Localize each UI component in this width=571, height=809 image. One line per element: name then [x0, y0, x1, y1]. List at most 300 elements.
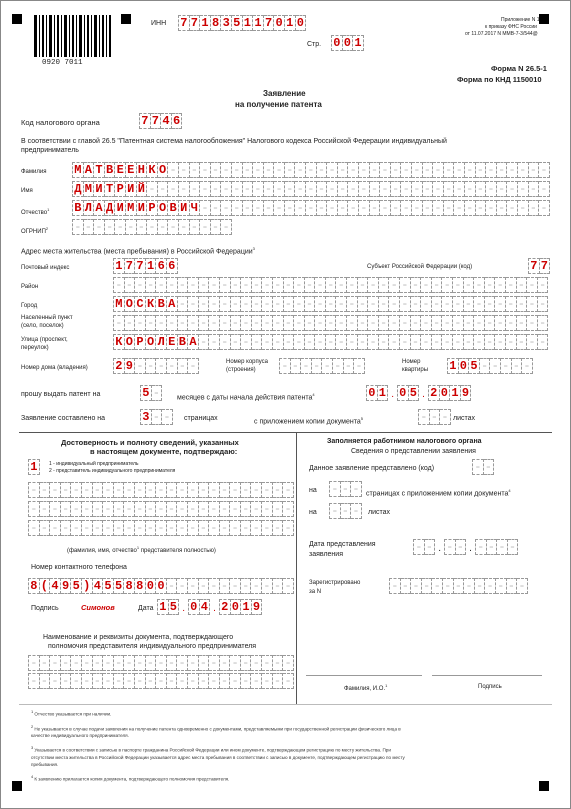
order-ref-1: Приложение N 1: [501, 17, 540, 23]
char-cell: 0: [459, 358, 470, 374]
region-cells[interactable]: [528, 258, 550, 273]
char-cell: -: [28, 655, 40, 671]
char-cell: -: [351, 481, 362, 497]
char-cell: -: [124, 482, 135, 498]
char-cell: -: [220, 520, 231, 536]
char-cell: -: [370, 200, 381, 216]
char-cell: -: [306, 181, 317, 197]
representative-row-3[interactable]: [28, 520, 294, 535]
char-cell: -: [485, 578, 496, 594]
char-cell: -: [220, 655, 231, 671]
char-cell: -: [464, 578, 475, 594]
char-cell: -: [401, 181, 412, 197]
char-cell: О: [125, 296, 136, 312]
region-label: Субъект Российской Федерации (код): [367, 264, 473, 270]
char-cell: -: [539, 181, 550, 197]
char-cell: -: [147, 181, 158, 197]
char-cell: -: [190, 219, 201, 235]
char-cell: -: [474, 296, 485, 312]
char-cell: -: [209, 482, 220, 498]
patent-start-date[interactable]: 0 1 . 0 5 . 2 0 1 9: [366, 385, 471, 400]
char-cell: -: [538, 334, 549, 350]
signature-date[interactable]: 1 5 . 0 4 . 2 0 1 9: [157, 599, 262, 614]
code-cells[interactable]: [472, 459, 494, 474]
char-cell: -: [103, 673, 114, 689]
char-cell: -: [315, 315, 326, 331]
char-cell: -: [527, 296, 538, 312]
char-cell: -: [411, 578, 422, 594]
char-cell: -: [124, 520, 135, 536]
char-cell: -: [167, 578, 178, 594]
char-cell: -: [137, 219, 148, 235]
char-cell: -: [389, 277, 400, 293]
char-cell: -: [179, 219, 190, 235]
order-ref-3: от 11.07.2017 N ММВ-7-3/544@: [465, 31, 538, 37]
char-cell: -: [508, 539, 519, 555]
char-cell: 0: [296, 15, 307, 31]
char-cell: 5: [114, 578, 125, 594]
char-cell: -: [274, 181, 285, 197]
char-cell: 1: [157, 599, 169, 615]
char-cell: -: [84, 219, 95, 235]
registered-label-2: за N: [309, 589, 322, 595]
char-cell: -: [295, 200, 306, 216]
char-cell: 5: [140, 385, 152, 401]
locality-cells[interactable]: [113, 315, 548, 330]
char-cell: О: [158, 162, 169, 178]
char-cell: -: [517, 296, 528, 312]
char-cell: -: [50, 482, 61, 498]
char-cell: 1: [243, 15, 254, 31]
char-cell: -: [199, 673, 210, 689]
char-cell: -: [135, 277, 146, 293]
char-cell: -: [294, 334, 305, 350]
char-cell: -: [412, 181, 423, 197]
char-cell: -: [358, 334, 369, 350]
inn-cells[interactable]: [178, 15, 306, 30]
char-cell: -: [273, 315, 284, 331]
house-cells[interactable]: [113, 358, 199, 373]
patent-date-day[interactable]: [366, 385, 388, 400]
name-cells[interactable]: [72, 181, 550, 196]
char-cell: -: [93, 655, 104, 671]
char-cell: -: [168, 162, 179, 178]
fio-label: Фамилия, И.О.$^1$: [344, 683, 388, 692]
sign-label: Подпись: [478, 684, 502, 690]
char-cell: -: [411, 334, 422, 350]
char-cell: -: [209, 673, 220, 689]
char-cell: -: [146, 655, 157, 671]
flat-cells[interactable]: [447, 358, 533, 373]
left-title-2: в настоящем документе, подтверждаю:: [90, 447, 238, 456]
char-cell: -: [178, 296, 189, 312]
char-cell: -: [453, 296, 464, 312]
sheets-cells[interactable]: [329, 503, 362, 518]
char-cell: -: [465, 200, 476, 216]
char-cell: В: [168, 200, 179, 216]
char-cell: Р: [135, 334, 146, 350]
char-cell: 9: [461, 385, 472, 401]
char-cell: -: [188, 520, 199, 536]
char-cell: -: [453, 315, 464, 331]
char-cell: Р: [147, 200, 158, 216]
patent-months-cells[interactable]: [140, 385, 162, 400]
char-cell: -: [291, 358, 302, 374]
char-cell: -: [200, 162, 211, 178]
pages-cells[interactable]: [329, 481, 362, 496]
phone-cells[interactable]: [28, 578, 294, 593]
char-cell: -: [190, 181, 201, 197]
char-cell: -: [167, 358, 178, 374]
char-cell: -: [465, 181, 476, 197]
char-cell: -: [220, 501, 231, 517]
char-cell: -: [209, 520, 220, 536]
char-cell: -: [490, 358, 501, 374]
char-cell: -: [125, 277, 136, 293]
char-cell: А: [84, 162, 95, 178]
char-cell: -: [401, 200, 412, 216]
char-cell: 6: [156, 258, 167, 274]
street-cells[interactable]: [113, 334, 548, 349]
char-cell: 9: [125, 358, 136, 374]
char-cell: -: [273, 578, 284, 594]
char-cell: -: [454, 578, 465, 594]
char-cell: -: [93, 482, 104, 498]
inn-label: ИНН: [151, 20, 167, 27]
composed-label: Заявление составлено на: [21, 415, 106, 422]
char-cell: -: [326, 315, 337, 331]
char-cell: -: [156, 277, 167, 293]
surname-cells[interactable]: [72, 162, 550, 177]
registered-cells[interactable]: [389, 578, 528, 593]
char-cell: -: [167, 277, 178, 293]
char-cell: -: [391, 181, 402, 197]
char-cell: -: [336, 315, 347, 331]
char-cell: -: [485, 296, 496, 312]
char-cell: -: [82, 655, 93, 671]
char-cell: -: [411, 315, 422, 331]
char-cell: И: [94, 181, 105, 197]
char-cell: -: [425, 539, 436, 555]
char-cell: А: [167, 296, 178, 312]
submit-date-year[interactable]: [475, 539, 518, 554]
char-cell: -: [432, 578, 443, 594]
char-cell: -: [243, 200, 254, 216]
char-cell: -: [400, 315, 411, 331]
char-cell: -: [241, 520, 252, 536]
char-cell: 0: [366, 385, 378, 401]
page-cells[interactable]: [331, 35, 364, 50]
char-cell: -: [178, 315, 189, 331]
char-cell: -: [411, 296, 422, 312]
char-cell: В: [156, 296, 167, 312]
char-cell: -: [114, 655, 125, 671]
char-cell: -: [421, 315, 432, 331]
char-cell: Й: [137, 181, 148, 197]
char-cell: А: [188, 334, 199, 350]
char-cell: -: [199, 578, 210, 594]
submit-date-month[interactable]: [444, 539, 466, 554]
sign-line: [432, 675, 542, 676]
char-cell: -: [529, 200, 540, 216]
char-cell: -: [135, 501, 146, 517]
char-cell: 1: [353, 35, 364, 51]
char-cell: -: [432, 296, 443, 312]
char-cell: -: [285, 200, 296, 216]
char-cell: -: [453, 334, 464, 350]
char-cell: 8: [124, 578, 135, 594]
char-cell: 1: [241, 599, 252, 615]
char-cell: Л: [156, 334, 167, 350]
char-cell: 7: [528, 258, 540, 274]
char-cell: -: [527, 277, 538, 293]
char-cell: -: [188, 673, 199, 689]
char-cell: -: [529, 162, 540, 178]
char-cell: -: [506, 277, 517, 293]
patronymic-cells[interactable]: [72, 200, 550, 215]
char-cell: -: [412, 200, 423, 216]
char-cell: -: [262, 315, 273, 331]
locality-label-2: (село, поселок): [21, 323, 64, 329]
char-cell: 3: [140, 409, 152, 425]
char-cell: -: [61, 482, 72, 498]
order-ref-2: к приказу ФНС России: [485, 24, 537, 30]
char-cell: -: [496, 578, 507, 594]
tax-code-cells[interactable]: [139, 113, 182, 128]
char-cell: -: [253, 200, 264, 216]
char-cell: -: [454, 200, 465, 216]
house-label: Номер дома (владения): [21, 365, 88, 371]
char-cell: -: [146, 277, 157, 293]
corner-marker: [12, 781, 22, 791]
flat-label-1: Номер: [402, 359, 421, 365]
char-cell: -: [464, 277, 475, 293]
char-cell: -: [401, 162, 412, 178]
sign-option-2: 2 - представитель индивидуального предпринимателя: [49, 468, 176, 474]
char-cell: -: [389, 334, 400, 350]
representative-row-1[interactable]: [28, 482, 294, 497]
patent-date-month[interactable]: [397, 385, 419, 400]
form-knd: Форма по КНД 1150010: [457, 75, 542, 84]
char-cell: М: [84, 181, 95, 197]
char-cell: -: [28, 673, 40, 689]
char-cell: -: [220, 296, 231, 312]
char-cell: -: [230, 520, 241, 536]
char-cell: О: [146, 334, 157, 350]
char-cell: -: [336, 277, 347, 293]
footnote-line: качестве индивидуального предпринимателя.: [31, 733, 129, 739]
char-cell: -: [347, 296, 358, 312]
char-cell: Т: [105, 181, 116, 197]
char-cell: -: [497, 539, 508, 555]
char-cell: -: [506, 296, 517, 312]
char-cell: 0: [188, 599, 200, 615]
char-cell: -: [211, 219, 222, 235]
signature-date-year[interactable]: [219, 599, 262, 614]
char-cell: -: [252, 296, 263, 312]
char-cell: Д: [72, 181, 84, 197]
char-cell: -: [348, 200, 359, 216]
char-cell: -: [200, 219, 211, 235]
char-cell: -: [400, 277, 411, 293]
submit-date[interactable]: - - . - - . - - - -: [413, 539, 518, 554]
char-cell: -: [423, 200, 434, 216]
char-cell: 6: [172, 113, 183, 129]
char-cell: -: [538, 296, 549, 312]
patent-date-year[interactable]: [428, 385, 471, 400]
char-cell: -: [243, 181, 254, 197]
patent-months-after: месяцев с даты начала действия патента$^4$: [177, 392, 315, 402]
char-cell: -: [472, 459, 484, 475]
submit-date-day[interactable]: [413, 539, 435, 554]
char-cell: -: [485, 315, 496, 331]
phone-label: Номер контактного телефона: [31, 564, 127, 571]
city-label: Город: [21, 303, 38, 309]
char-cell: 7: [178, 15, 190, 31]
char-cell: 7: [190, 15, 201, 31]
char-cell: 4: [50, 578, 61, 594]
char-cell: М: [126, 200, 137, 216]
char-cell: -: [156, 315, 167, 331]
char-cell: -: [262, 501, 273, 517]
district-cells[interactable]: [113, 277, 548, 292]
footnote-divider: [19, 704, 552, 705]
char-cell: -: [444, 200, 455, 216]
char-cell: -: [273, 334, 284, 350]
ogrnip-cells[interactable]: [72, 219, 232, 234]
char-cell: -: [485, 277, 496, 293]
char-cell: И: [179, 200, 190, 216]
char-cell: -: [273, 501, 284, 517]
char-cell: -: [209, 334, 220, 350]
char-cell: -: [231, 296, 242, 312]
char-cell: 5: [469, 358, 480, 374]
char-cell: -: [368, 277, 379, 293]
char-cell: -: [294, 277, 305, 293]
char-cell: -: [495, 334, 506, 350]
char-cell: -: [146, 501, 157, 517]
char-cell: 0: [156, 578, 167, 594]
char-cell: -: [400, 334, 411, 350]
char-cell: -: [273, 655, 284, 671]
char-cell: -: [401, 578, 412, 594]
signature-date-day[interactable]: [157, 599, 179, 614]
char-cell: 1: [378, 385, 389, 401]
char-cell: -: [251, 501, 262, 517]
char-cell: К: [147, 162, 158, 178]
char-cell: 1: [285, 15, 296, 31]
sign-option-1: 1 - индивидуальный предприниматель: [49, 461, 139, 467]
char-cell: -: [156, 501, 167, 517]
patronymic-label: Отчество$^1$: [21, 207, 50, 216]
char-cell: -: [518, 181, 529, 197]
sign-type-cell[interactable]: [28, 459, 40, 474]
char-cell: -: [188, 277, 199, 293]
ogrnip-label: ОГРНИП$^2$: [21, 226, 49, 235]
footnote-line: $^1$ Отчество указывается при наличии.: [31, 709, 112, 717]
char-cell: -: [389, 296, 400, 312]
doc-row-1[interactable]: [28, 655, 294, 670]
char-cell: -: [273, 520, 284, 536]
char-cell: И: [137, 200, 148, 216]
submit-date-label-1: Дата представления: [309, 541, 376, 548]
char-cell: 1: [146, 258, 157, 274]
char-cell: -: [146, 520, 157, 536]
postcode-cells[interactable]: [113, 258, 178, 273]
char-cell: -: [251, 520, 262, 536]
city-cells[interactable]: [113, 296, 548, 311]
char-cell: -: [475, 578, 486, 594]
char-cell: 1: [28, 459, 40, 475]
char-cell: -: [273, 277, 284, 293]
char-cell: -: [146, 482, 157, 498]
char-cell: -: [188, 482, 199, 498]
postcode-label: Почтовый индекс: [21, 265, 70, 271]
char-cell: -: [156, 520, 167, 536]
doc-title-2: полномочия представителя индивидуального предпринимателя: [48, 643, 257, 650]
doc-row-2[interactable]: [28, 673, 294, 688]
char-cell: -: [50, 655, 61, 671]
char-cell: 3: [221, 15, 232, 31]
char-cell: -: [230, 578, 241, 594]
page-label: Стр.: [307, 41, 322, 48]
intro-line1: В соответствии с главой 26.5 "Патентная система налогообложения" Налогового кодекса Российской Федерации индивидуальный: [21, 138, 447, 145]
char-cell: -: [442, 296, 453, 312]
building-label-2: (строения): [226, 367, 256, 373]
char-cell: -: [475, 539, 487, 555]
char-cell: -: [326, 296, 337, 312]
char-cell: -: [199, 277, 210, 293]
representative-row-2[interactable]: [28, 501, 294, 516]
char-cell: 1: [447, 358, 459, 374]
char-cell: -: [103, 655, 114, 671]
composed-sheets-cells[interactable]: [418, 409, 451, 424]
char-cell: -: [432, 315, 443, 331]
char-cell: -: [264, 181, 275, 197]
char-cell: -: [199, 296, 210, 312]
char-cell: -: [442, 277, 453, 293]
char-cell: Д: [105, 200, 116, 216]
char-cell: -: [209, 655, 220, 671]
building-cells[interactable]: [279, 358, 365, 373]
char-cell: Е: [167, 334, 178, 350]
char-cell: -: [241, 578, 252, 594]
char-cell: -: [135, 482, 146, 498]
char-cell: -: [279, 358, 291, 374]
char-cell: -: [517, 315, 528, 331]
char-cell: 0: [331, 35, 343, 51]
char-cell: -: [301, 358, 312, 374]
signature-date-month[interactable]: [188, 599, 210, 614]
char-cell: -: [177, 673, 188, 689]
char-cell: -: [538, 277, 549, 293]
char-cell: -: [158, 181, 169, 197]
fio-line: [306, 675, 422, 676]
char-cell: -: [28, 501, 40, 517]
char-cell: -: [440, 409, 451, 425]
char-cell: -: [146, 315, 157, 331]
char-cell: -: [305, 296, 316, 312]
char-cell: -: [495, 277, 506, 293]
char-cell: -: [495, 315, 506, 331]
char-cell: С: [135, 296, 146, 312]
char-cell: -: [220, 578, 231, 594]
composed-pages-cells[interactable]: [140, 409, 173, 424]
char-cell: -: [495, 296, 506, 312]
char-cell: -: [294, 296, 305, 312]
char-cell: -: [421, 334, 432, 350]
left-title-1: Достоверность и полноту сведений, указанных: [61, 438, 239, 447]
